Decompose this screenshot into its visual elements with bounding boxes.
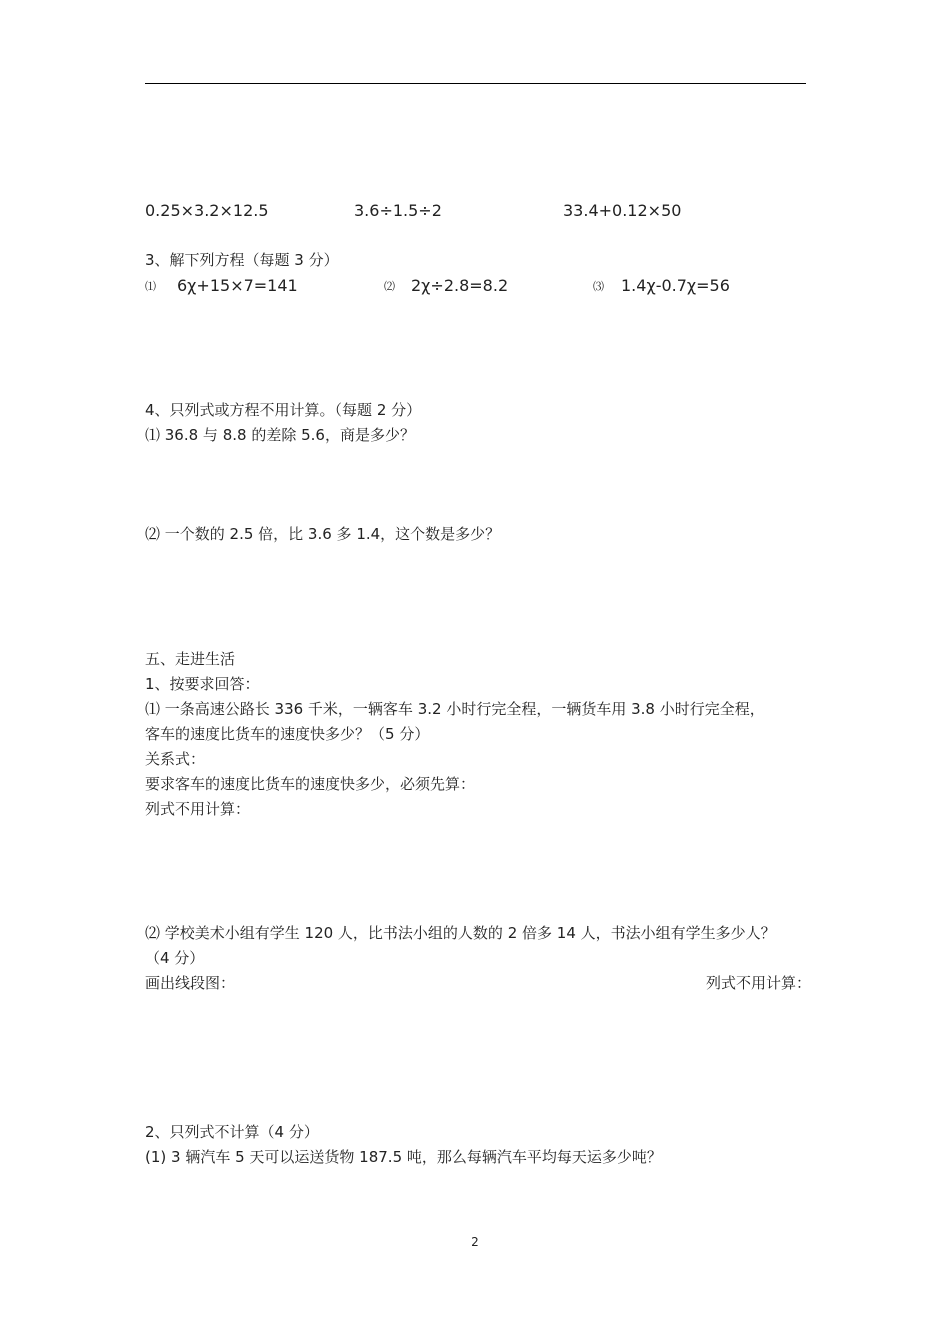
problem-1-line-1: ⑴ 一条高速公路长 336 千米，一辆客车 3.2 小时行完全程，一辆货车用 3.8 小时行完全程， xyxy=(145,700,765,718)
section5-subheading-1: 1、按要求回答： xyxy=(145,675,260,693)
problem-2-line-2: （4 分） xyxy=(145,949,205,967)
calc-item-3: 33.4+0.12×50 xyxy=(563,201,682,220)
equation-2: 2χ÷2.8=8.2 xyxy=(411,276,509,295)
problem-1-line-2: 客车的速度比货车的速度快多少？（5 分） xyxy=(145,725,430,743)
header-rule xyxy=(145,83,806,84)
page-number: 2 xyxy=(471,1235,479,1249)
formula-label-2: 列式不用计算： xyxy=(706,974,812,992)
section5-heading: 五、走进生活 xyxy=(145,650,236,668)
calc-item-2: 3.6÷1.5÷2 xyxy=(354,201,442,220)
calc-item-1: 0.25×3.2×12.5 xyxy=(145,201,269,220)
section5-subheading-2: 2、只列式不计算（4 分） xyxy=(145,1123,319,1141)
equation-1: 6χ+15×7=141 xyxy=(177,276,298,295)
equation-1-number: ⑴ xyxy=(145,280,156,293)
problem-3: (1) 3 辆汽车 5 天可以运送货物 187.5 吨，那么每辆汽车平均每天运多少吨？ xyxy=(145,1148,662,1166)
relation-label: 关系式： xyxy=(145,750,206,768)
equation-3: 1.4χ-0.7χ=56 xyxy=(621,276,730,295)
section4-question-1: ⑴ 36.8 与 8.8 的差除 5.6，商是多少？ xyxy=(145,426,415,444)
equation-2-number: ⑵ xyxy=(384,280,395,293)
requirement-text: 要求客车的速度比货车的速度快多少，必须先算： xyxy=(145,775,476,793)
section3-heading: 3、解下列方程（每题 3 分） xyxy=(145,251,339,269)
section4-question-2: ⑵ 一个数的 2.5 倍，比 3.6 多 1.4，这个数是多少？ xyxy=(145,525,501,543)
formula-label: 列式不用计算： xyxy=(145,800,251,818)
problem-2-line-1: ⑵ 学校美术小组有学生 120 人，比书法小组的人数的 2 倍多 14 人，书法小组有学生多少人？ xyxy=(145,924,776,942)
equation-3-number: ⑶ xyxy=(593,280,604,293)
section4-heading: 4、只列式或方程不用计算。（每题 2 分） xyxy=(145,401,422,419)
line-diagram-label: 画出线段图： xyxy=(145,974,236,992)
